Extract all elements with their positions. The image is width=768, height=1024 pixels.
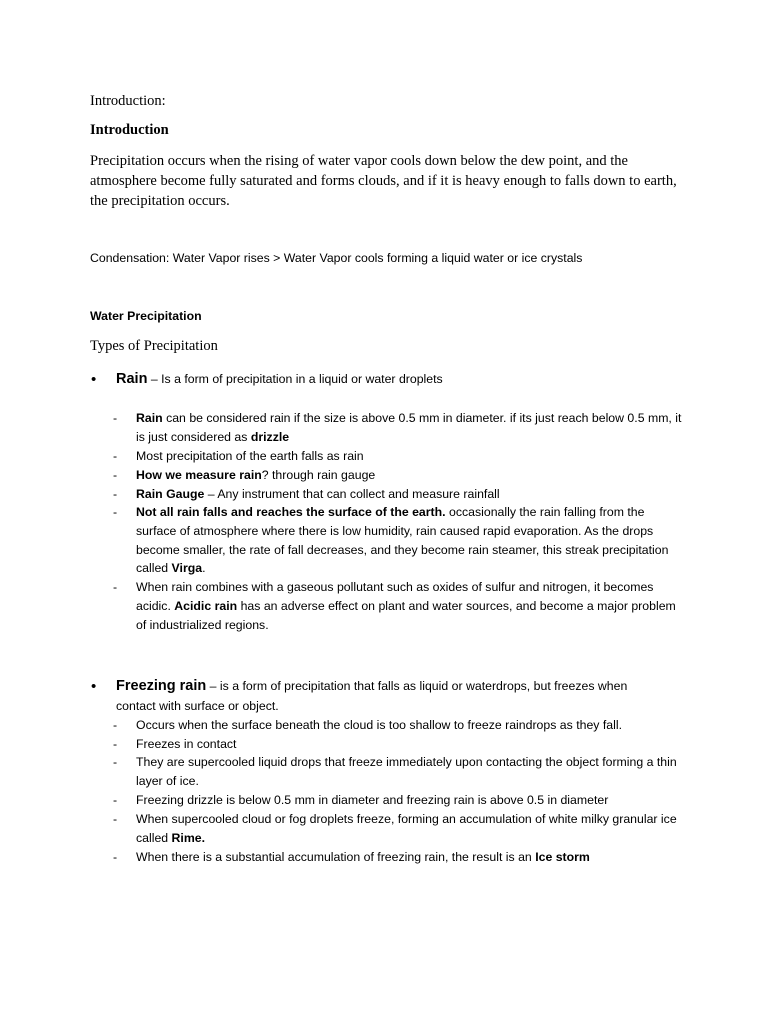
dash-icon: -	[113, 850, 118, 864]
rain-item-5-text: occasionally the rain falling from the surface of atmosphere where there is low humidity, rain caused rapid evaporation. As the drops become smaller, the rate of fall decreases, and they become rain steamer, this streak precipitation called	[136, 505, 669, 576]
rain-item-5-end: .	[202, 561, 206, 576]
freezing-item-5-text: When supercooled cloud or fog droplets freeze, forming an accumulation of white milky granular ice called	[136, 812, 677, 845]
dash-icon: -	[113, 737, 118, 751]
freezing-rain-definition-cont: contact with surface or object.	[116, 699, 279, 713]
rain-item-6	[136, 578, 686, 634]
rain-item-3	[136, 466, 686, 485]
rain-item-6-end: has an adverse effect on plant and water sources, and become a major problem of industrialized regions.	[136, 598, 676, 632]
rime-term: Rime.	[171, 830, 206, 845]
rain-item-5-bold: Not all rain falls and reaches the surface of the earth.	[136, 505, 446, 519]
dash-icon: -	[113, 487, 118, 501]
intro-heading: Introduction	[90, 122, 169, 138]
rain-item-3-bold: How we measure rain	[136, 468, 262, 482]
rain-item-3-text: ? through rain gauge	[261, 468, 376, 482]
dash-icon: -	[113, 793, 118, 807]
rain-item-4	[136, 485, 686, 504]
rain-item-5	[136, 503, 686, 578]
drizzle-term: drizzle	[250, 429, 290, 444]
acidic-rain-term: Acidic rain	[174, 598, 238, 613]
freezing-rain-definition: – is a form of precipitation that falls as liquid or waterdrops, but freezes when	[206, 679, 628, 693]
freezing-item-6-text: When there is a substantial accumulation of freezing rain, the result is an	[136, 850, 536, 864]
freezing-item-2-text: Freezes in contact	[136, 737, 237, 751]
freezing-rain-bullet	[116, 677, 627, 696]
dash-icon: -	[113, 449, 118, 463]
freezing-item-1-text: Occurs when the surface beneath the cloud is too shallow to freeze raindrops as they fall.	[136, 718, 622, 732]
rain-term: Rain	[116, 371, 148, 387]
rain-item-2-text: Most precipitation of the earth falls as rain	[136, 449, 364, 463]
rain-item-2	[136, 447, 686, 466]
dash-icon: -	[113, 468, 118, 482]
freezing-item-3-text: They are supercooled liquid drops that freeze immediately upon contacting the object forming a thin layer of ice.	[136, 755, 677, 788]
freezing-item-1	[136, 716, 686, 735]
rain-item-1-bold: Rain	[136, 411, 163, 425]
rain-definition: – Is a form of precipitation in a liquid or water droplets	[147, 372, 443, 386]
types-heading: Types of Precipitation	[90, 338, 218, 354]
dash-icon: -	[113, 505, 118, 519]
dash-icon: -	[113, 812, 118, 826]
freezing-rain-term: Freezing rain	[116, 678, 207, 694]
ice-storm-term: Ice storm	[535, 850, 590, 864]
intro-paragraph: Precipitation occurs when the rising of water vapor cools down below the dew point, and the atmosphere become fully saturated and forms clouds, and if it is heavy enough to falls down to earth, the precipitation occurs.	[90, 153, 677, 209]
rain-bullet	[116, 370, 443, 389]
rain-item-1-text: can be considered rain if the size is above 0.5 mm in diameter. if its just reach below 0.5 mm, it is just considered as	[136, 411, 682, 444]
rain-item-1	[136, 409, 686, 447]
dash-icon: -	[113, 580, 118, 594]
freezing-item-4	[136, 791, 686, 810]
dash-icon: -	[113, 718, 118, 732]
freezing-rain-bullet-icon: •	[91, 678, 97, 695]
rain-bullet-icon: •	[91, 371, 97, 388]
condensation-line: Condensation: Water Vapor rises > Water Vapor cools forming a liquid water or ice crystals	[90, 251, 583, 265]
freezing-item-6	[136, 848, 686, 867]
rain-gauge-term: Rain Gauge	[136, 487, 205, 501]
freezing-item-2	[136, 735, 686, 754]
freezing-item-3	[136, 753, 686, 791]
virga-term: Virga	[171, 561, 203, 576]
freezing-item-4-text: Freezing drizzle is below 0.5 mm in diameter and freezing rain is above 0.5 in diameter	[136, 793, 609, 807]
freezing-item-5	[136, 810, 686, 848]
rain-item-4-text: – Any instrument that can collect and measure rainfall	[204, 487, 500, 501]
dash-icon: -	[113, 755, 118, 769]
dash-icon: -	[113, 411, 118, 425]
water-precipitation-heading: Water Precipitation	[90, 309, 202, 323]
rain-item-6-text: When rain combines with a gaseous pollutant such as oxides of sulfur and nitrogen, it becomes acidic.	[136, 580, 654, 613]
intro-label: Introduction:	[90, 93, 166, 109]
